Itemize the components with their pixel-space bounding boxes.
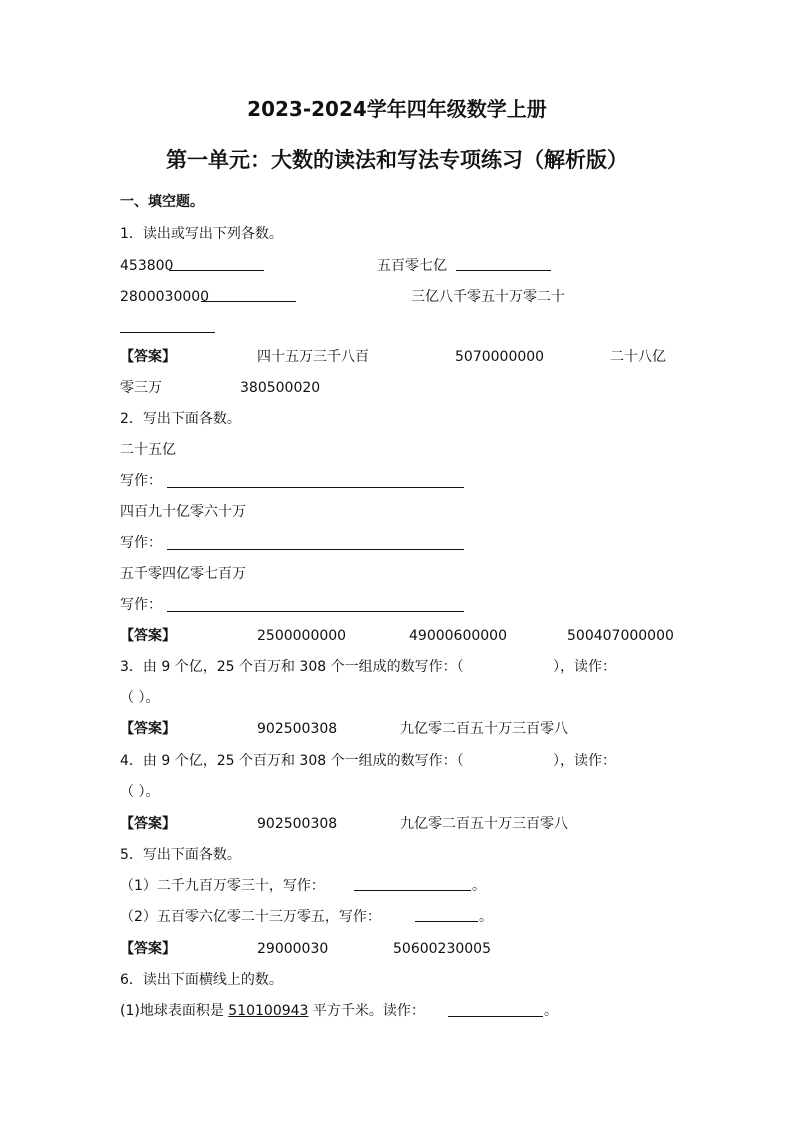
q6-item-1: [120, 1002, 425, 1020]
q1-answer-1: 四十五万三千八百: [257, 349, 369, 365]
q1-answer-4: 380500020: [240, 380, 321, 396]
q1-blank-3[interactable]: [201, 301, 296, 302]
q2-write-label-3: 写作：: [120, 597, 162, 613]
q5-blank-2[interactable]: [415, 921, 478, 922]
q2-blank-2[interactable]: [167, 549, 464, 550]
section-heading: 一、填空题。: [120, 194, 204, 210]
q1-answer-2: 5070000000: [455, 349, 545, 365]
q2-answer-1: 2500000000: [257, 628, 347, 644]
q6-blank-1[interactable]: [448, 1016, 543, 1017]
q2-write-label-1: 写作：: [120, 473, 162, 489]
q3-answer-label: 【答案】: [120, 721, 176, 737]
q1-blank-1[interactable]: [169, 270, 264, 271]
q6-item-1-number: 510100943: [228, 1003, 309, 1019]
q6-item-1-period: 。: [544, 1003, 558, 1019]
question-3-blank-line: （ ）。: [120, 690, 160, 706]
document-title: 2023-2024学年四年级数学上册: [247, 97, 547, 121]
q2-answer-3: 500407000000: [567, 628, 674, 644]
q4-answer-2: 九亿零二百五十万三百零八: [400, 816, 568, 832]
q2-blank-1[interactable]: [167, 487, 464, 488]
q1-answer-3: 二十八亿: [610, 349, 666, 365]
question-4-prompt: 4．由 9 个亿，25 个百万和 308 个一组成的数写作：（: [120, 753, 464, 769]
q2-item-3: 五千零四亿零七百万: [120, 566, 246, 582]
q1-blank-4[interactable]: [120, 332, 215, 333]
q2-item-2: 四百九十亿零六十万: [120, 504, 246, 520]
question-3-prompt-end: ），读作：: [553, 659, 616, 675]
q5-item-1-period: 。: [472, 878, 486, 894]
question-3-prompt: 3．由 9 个亿，25 个百万和 308 个一组成的数写作：（: [120, 659, 464, 675]
q2-item-1: 二十五亿: [120, 442, 176, 458]
q5-answer-1: 29000030: [257, 941, 329, 957]
q2-answer-2: 49000600000: [409, 628, 507, 644]
q1-item-4: 三亿八千零五十万零二十: [411, 289, 565, 305]
q1-answer-3-cont: 零三万: [120, 380, 162, 396]
q1-item-2: 五百零七亿: [377, 258, 447, 274]
q1-blank-2[interactable]: [456, 270, 551, 271]
q4-answer-1: 902500308: [257, 816, 338, 832]
question-4-blank-line: （ ）。: [120, 784, 160, 800]
q5-blank-1[interactable]: [354, 890, 471, 891]
q5-item-2-period: 。: [479, 909, 493, 925]
q3-answer-2: 九亿零二百五十万三百零八: [400, 721, 568, 737]
q4-answer-label: 【答案】: [120, 816, 176, 832]
question-1-prompt: 1．读出或写出下列各数。: [120, 226, 283, 242]
document-subtitle: 第一单元：大数的读法和写法专项练习（解析版）: [166, 148, 628, 172]
q6-item-1-suffix: 平方千米。读作：: [308, 1003, 425, 1019]
q6-item-1-prefix: (1)地球表面积是: [120, 1003, 229, 1019]
q1-item-1: 453800: [120, 258, 174, 274]
q5-answer-label: 【答案】: [120, 941, 176, 957]
q1-answer-label: 【答案】: [120, 349, 176, 365]
question-4-prompt-end: ），读作：: [553, 753, 616, 769]
question-5-prompt: 5．写出下面各数。: [120, 847, 241, 863]
q5-item-2: （2）五百零六亿零二十三万零五，写作：: [120, 909, 381, 925]
q2-answer-label: 【答案】: [120, 628, 176, 644]
q5-item-1: （1）二千九百万零三十，写作：: [120, 878, 325, 894]
q1-item-3: 2800030000: [120, 289, 210, 305]
q2-blank-3[interactable]: [167, 611, 464, 612]
q2-write-label-2: 写作：: [120, 535, 162, 551]
question-2-prompt: 2．写出下面各数。: [120, 411, 241, 427]
q5-answer-2: 50600230005: [393, 941, 491, 957]
q3-answer-1: 902500308: [257, 721, 338, 737]
question-6-prompt: 6．读出下面横线上的数。: [120, 972, 283, 988]
